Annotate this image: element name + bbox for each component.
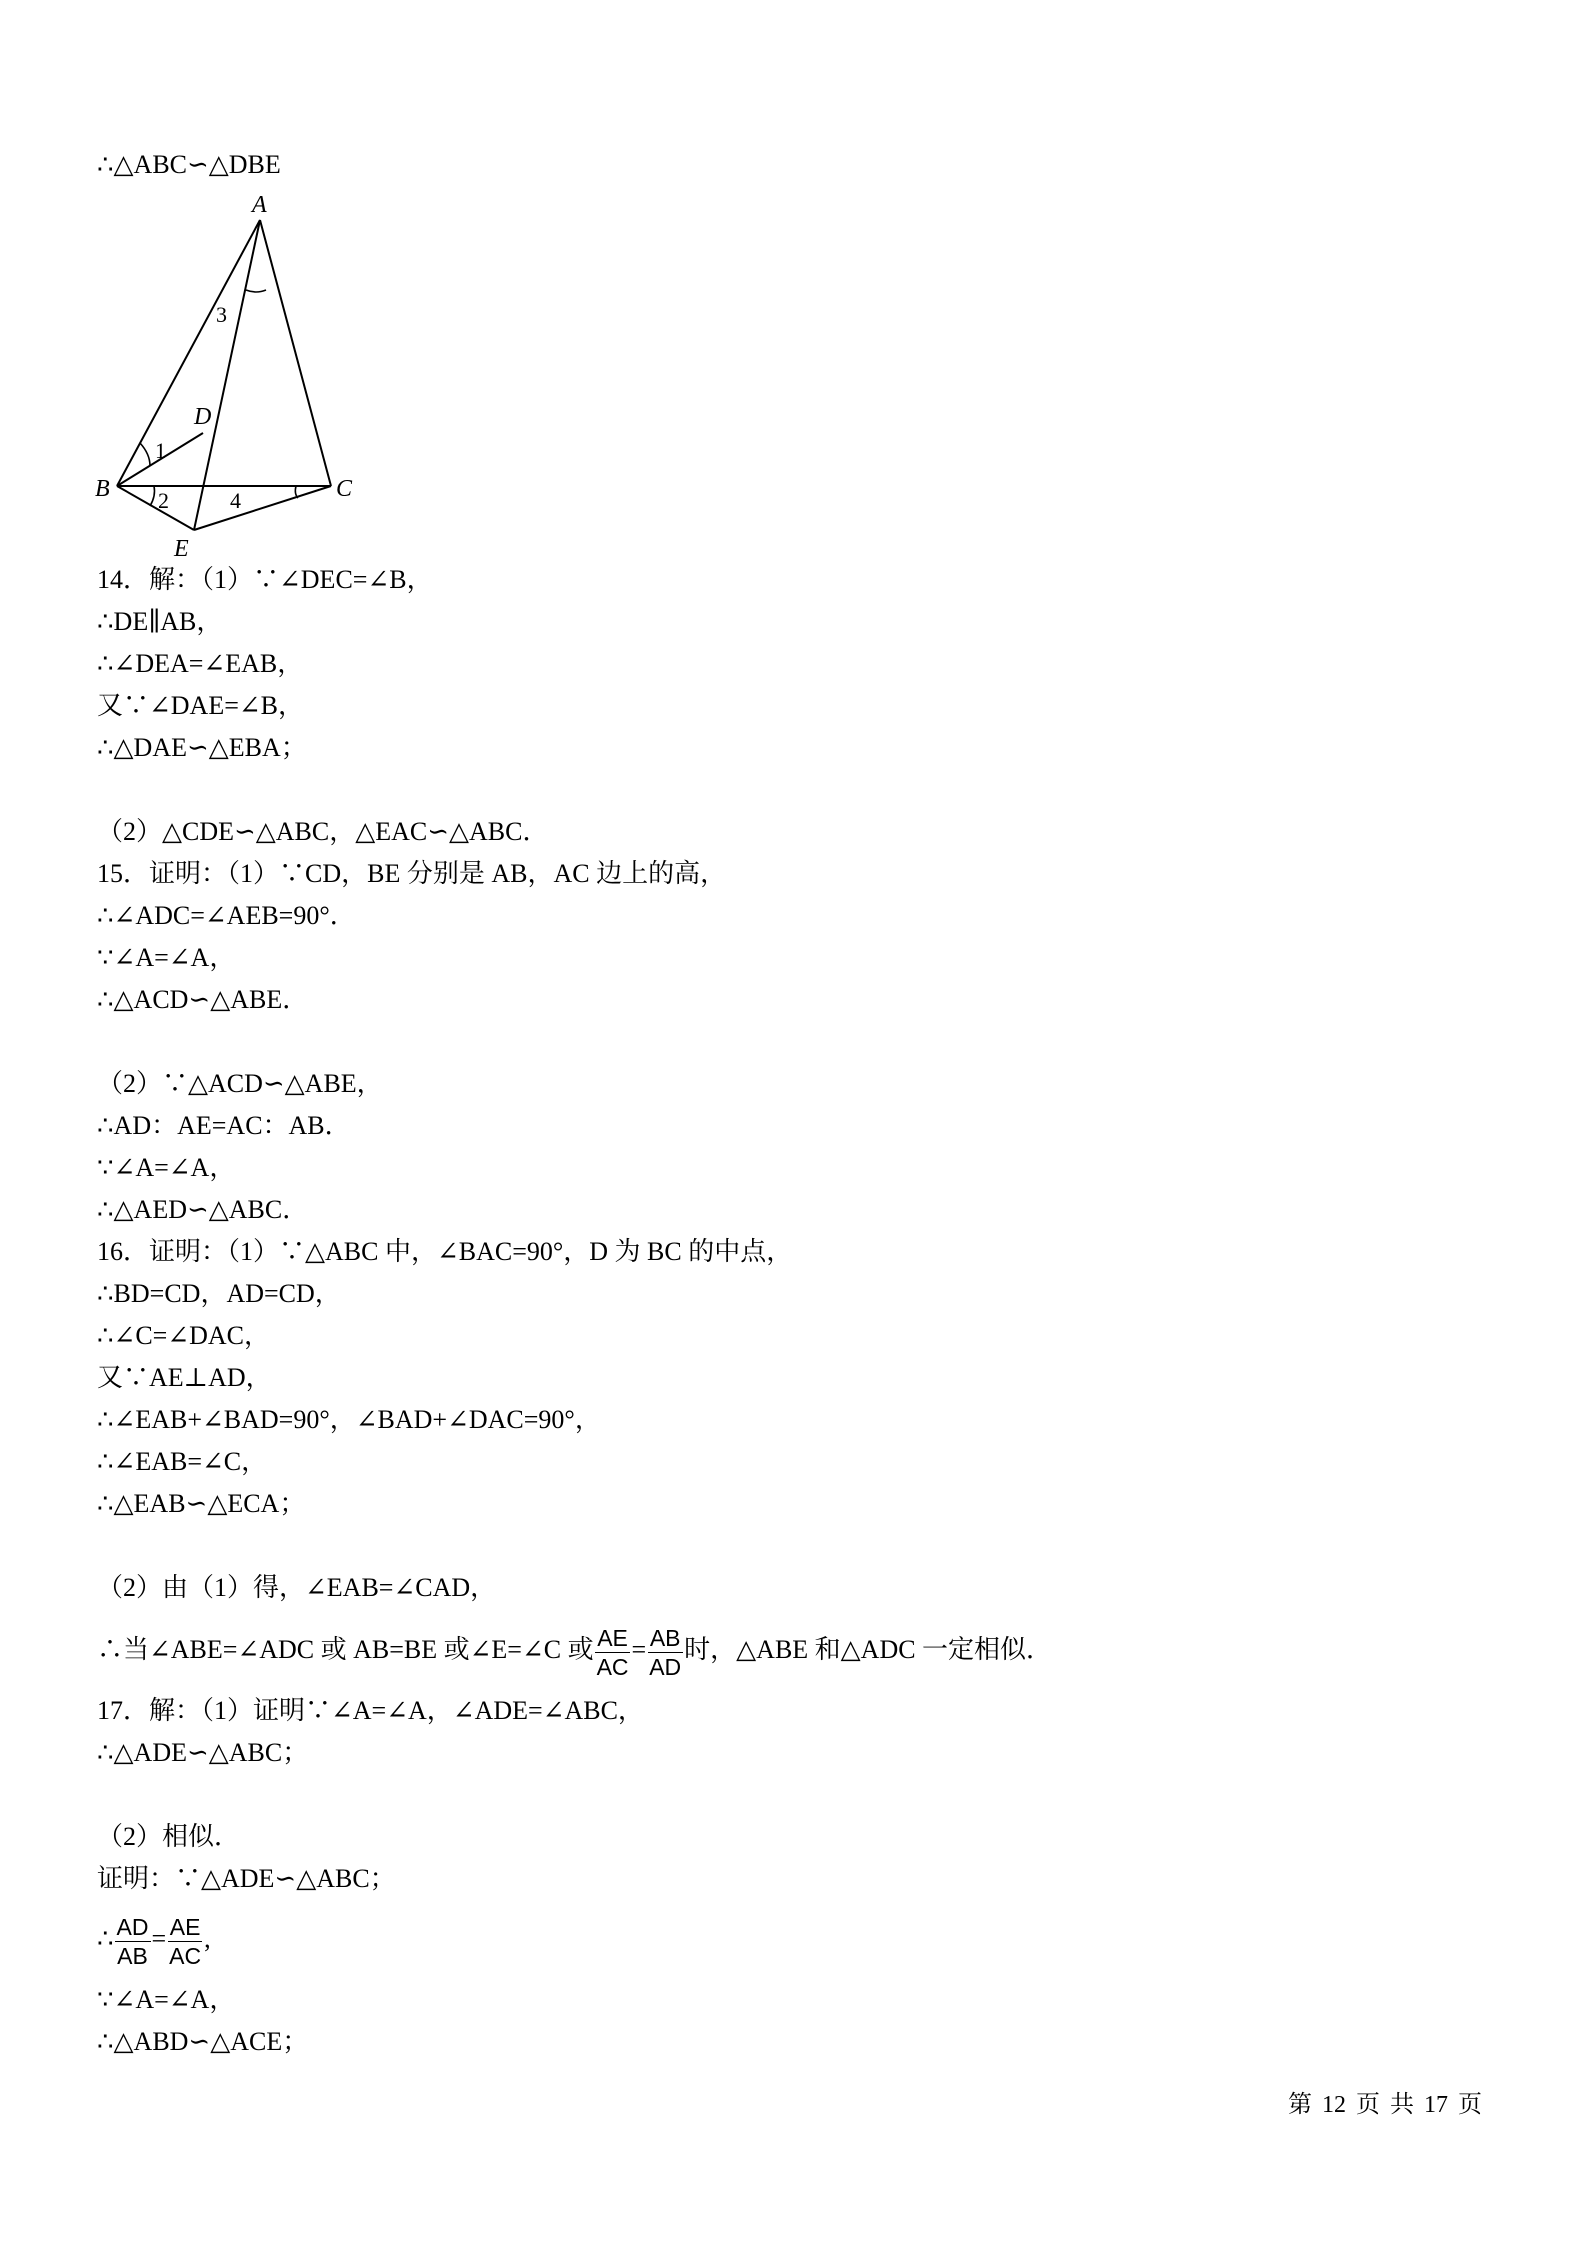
denominator: AC	[596, 1653, 629, 1680]
fraction-ae-ac	[595, 1625, 631, 1680]
angle-label-4: 4	[230, 488, 241, 513]
text-line: ∴△ADE∽△ABC；	[97, 1738, 309, 1767]
triangle-figure	[90, 190, 370, 560]
current-page-number: 12	[1322, 2092, 1346, 2118]
fraction-ae-ac	[167, 1914, 203, 1969]
segment-AE	[194, 220, 260, 530]
text-line: ∴AD：AE=AC：AB．	[97, 1111, 351, 1140]
label-C: C	[336, 476, 353, 502]
text-line: （2）相似．	[97, 1822, 241, 1851]
angle-arc-3	[246, 290, 266, 292]
denominator: AD	[649, 1653, 682, 1680]
fraction-ab-ad	[647, 1625, 683, 1680]
text-line: ∴∠DEA=∠EAB，	[97, 649, 304, 678]
text-span: ∴	[97, 1924, 114, 1953]
text-line: 15．证明：（1）∵CD，BE 分别是 AB，AC 边上的高，	[97, 859, 727, 888]
text-line: ∴△AED∽△ABC．	[97, 1195, 309, 1224]
text-line: ∵∠A=∠A，	[97, 1985, 236, 2014]
text-line: ∴∠C=∠DAC，	[97, 1321, 271, 1350]
text-line: （2）由（1）得，∠EAB=∠CAD，	[97, 1573, 497, 1602]
denominator: AB	[117, 1942, 148, 1969]
text-line: ∴△ABC∽△DBE	[97, 150, 281, 179]
numerator: AE	[597, 1624, 628, 1651]
footer-text: 第	[1288, 2092, 1312, 2118]
footer-text: 页	[1356, 2092, 1380, 2118]
footer-text: 共	[1390, 2092, 1414, 2118]
label-B: B	[95, 476, 110, 502]
text-line: ∴△ACD∽△ABE．	[97, 985, 309, 1014]
text-line: ∴∠EAB+∠BAD=90°，∠BAD+∠DAC=90°，	[97, 1405, 601, 1434]
text-line: ∴BD=CD，AD=CD，	[97, 1279, 341, 1308]
text-line: ∴DE∥AB，	[97, 607, 223, 636]
text-line: ∴△ABD∽△ACE；	[97, 2027, 309, 2056]
angle-arc-2	[150, 486, 155, 506]
text-line: 又∵∠DAE=∠B，	[97, 691, 305, 720]
text-span: 时，△ABE 和△ADC 一定相似．	[684, 1635, 1053, 1664]
segment-AB	[117, 220, 260, 486]
text-line: （2）∵△ACD∽△ABE，	[97, 1069, 383, 1098]
page-footer	[1288, 2090, 1492, 2120]
text-line: 16．证明：（1）∵△ABC 中，∠BAC=90°，D 为 BC 的中点，	[97, 1237, 793, 1266]
text-line: ∴∠EAB=∠C，	[97, 1447, 268, 1476]
angle-label-3: 3	[216, 302, 227, 327]
fraction-ad-ab	[115, 1914, 151, 1969]
segment-EC	[194, 486, 331, 530]
text-line: ∵∠A=∠A，	[97, 943, 236, 972]
text-line: ∵∠A=∠A，	[97, 1153, 236, 1182]
equals-sign: =	[151, 1924, 167, 1953]
text-line: ∴∠ADC=∠AEB=90°．	[97, 901, 356, 930]
text-line: 证明：∵△ADE∽△ABC；	[97, 1864, 396, 1893]
total-page-count: 17	[1424, 2092, 1448, 2118]
text-line: ∴△DAE∽△EBA；	[97, 733, 307, 762]
label-E: E	[174, 536, 189, 560]
text-line: 又∵AE⊥AD，	[97, 1363, 272, 1392]
text-span: ∴当∠ABE=∠ADC 或 AB=BE 或∠E=∠C 或	[97, 1635, 594, 1664]
angle-label-1: 1	[155, 438, 166, 463]
text-line: （2）△CDE∽△ABC，△EAC∽△ABC．	[97, 817, 549, 846]
text-line-with-fraction	[97, 1911, 211, 1969]
text-line: 14．解：（1）∵∠DEC=∠B，	[97, 565, 433, 594]
numerator: AB	[649, 1624, 681, 1651]
numerator: AE	[169, 1913, 201, 1940]
segment-BE	[117, 486, 194, 530]
segment-AC	[260, 220, 331, 486]
angle-arc-1	[140, 443, 150, 466]
footer-text: 页	[1458, 2092, 1482, 2118]
text-span: ,	[204, 1924, 211, 1953]
label-A: A	[252, 192, 267, 218]
equals-sign: =	[631, 1635, 647, 1664]
angle-label-2: 2	[158, 488, 169, 513]
numerator: AD	[116, 1913, 149, 1940]
label-D: D	[194, 404, 212, 430]
denominator: AC	[169, 1942, 202, 1969]
text-line-with-fraction	[97, 1622, 1052, 1680]
text-line: 17．解：（1）证明∵∠A=∠A，∠ADE=∠ABC，	[97, 1696, 644, 1725]
text-line: ∴△EAB∽△ECA；	[97, 1489, 306, 1518]
